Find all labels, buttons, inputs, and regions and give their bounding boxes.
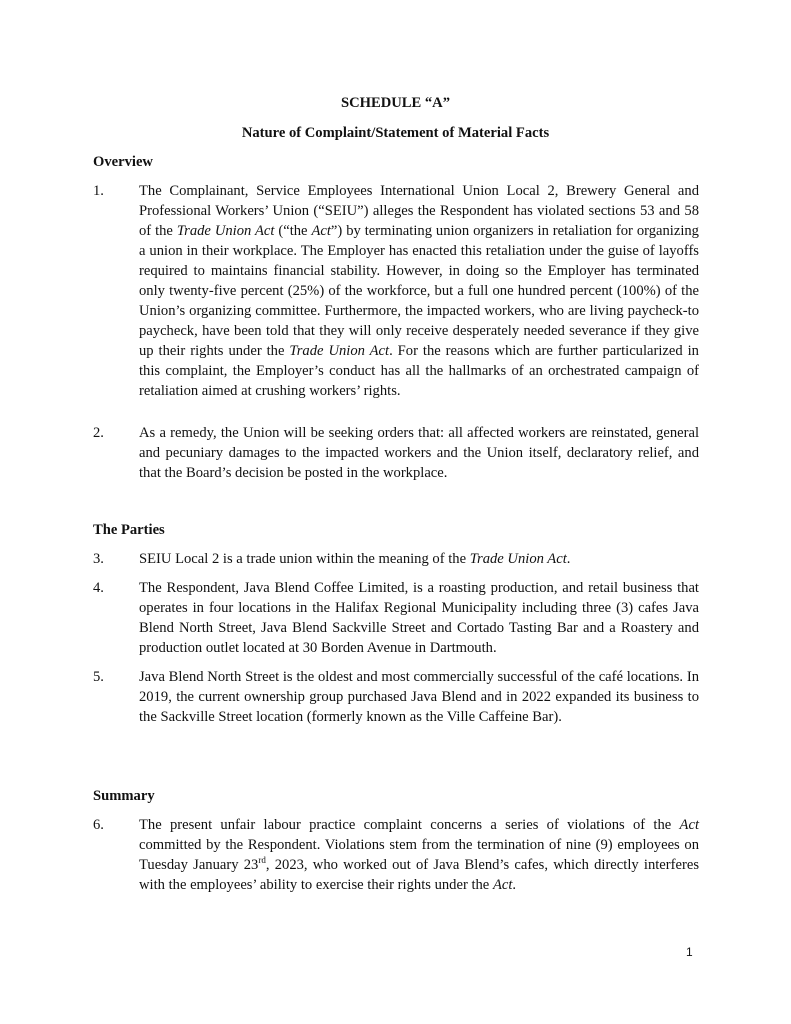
- paragraph-2: [93, 423, 699, 483]
- text-run: .: [512, 877, 517, 893]
- schedule-title: SCHEDULE “A”: [340, 95, 451, 111]
- text-run: SEIU Local 2 is a trade union within the meaning of the: [139, 551, 470, 567]
- paragraph-text: [139, 815, 699, 895]
- text-run: Java Blend North Street is the oldest and most commercially successful of the café locations. In 2019, the current ownership group purchased Java Blend and in 2022 expanded its business to the Sackville Street location (formerly known as the Ville Caffeine Bar).: [139, 669, 699, 725]
- italic-run: Act: [492, 877, 513, 893]
- text-run: ”) by terminating union organizers in retaliation for organizing a union in their workplace. The Employer has enacted this retaliation under the guise of layoffs required to maintains financial stability. However, in doing so the Employer has terminated only twenty-five percent (25%) of the workforce, but a full one hundred percent (100%) of the Union’s organizing committee. Furthermore, the impacted workers, who are living paycheck-to paycheck, have been told that they will only receive desperately needed severance if they give up their rights under the: [139, 223, 699, 359]
- text-run: . For the reasons which are further particularized in this complaint, the Employer’s conduct has all the hallmarks of an orchestrated campaign of retaliation aimed at crushing workers’ rights.: [139, 343, 699, 399]
- paragraph-text: [139, 667, 699, 727]
- paragraph-number: 1.: [93, 183, 104, 199]
- italic-run: Trade Union Act: [176, 223, 275, 239]
- section-heading-summary: Summary: [93, 788, 155, 804]
- paragraph-5: [93, 667, 699, 727]
- italic-run: Trade Union Act: [289, 343, 390, 359]
- paragraph-3: [93, 549, 699, 569]
- page-number: 1: [686, 945, 693, 959]
- paragraph-text: [139, 578, 699, 658]
- text-run: The present unfair labour practice complaint concerns a series of violations of the: [139, 817, 680, 833]
- superscript-run: rd: [258, 855, 266, 866]
- italic-run: Trade Union Act: [469, 551, 567, 567]
- paragraph-4: [93, 578, 699, 658]
- paragraph-number: 2.: [93, 425, 104, 441]
- paragraph-text: [139, 549, 699, 569]
- document-subtitle: Nature of Complaint/Statement of Material Facts: [241, 125, 550, 141]
- paragraph-number: 6.: [93, 817, 104, 833]
- paragraph-number: 3.: [93, 551, 104, 567]
- text-run: committed by the Respondent. Violations stem from the termination of nine (9) employees on Tuesday January 23: [139, 837, 699, 873]
- text-run: .: [566, 551, 571, 567]
- italic-run: Act: [679, 817, 699, 833]
- text-run: (“the: [274, 223, 312, 239]
- paragraph-text: [139, 181, 699, 401]
- section-heading-overview: Overview: [93, 154, 153, 170]
- paragraph-6: [93, 815, 699, 895]
- text-run: As a remedy, the Union will be seeking orders that: all affected workers are reinstated, general and pecuniary damages to the impacted workers and the Union itself, declaratory relief, and that the Board’s decision be posted in the workplace.: [139, 425, 699, 481]
- text-run: The Complainant, Service Employees International Union Local 2, Brewery General and Professional Workers’ Union (“SEIU”) alleges the Respondent has violated sections 53 and 58 of the: [139, 183, 699, 239]
- italic-run: Act: [311, 223, 331, 239]
- paragraph-number: 5.: [93, 669, 104, 685]
- paragraph-number: 4.: [93, 580, 104, 596]
- section-heading-parties: The Parties: [93, 522, 165, 538]
- paragraph-text: [139, 423, 699, 483]
- paragraph-1: [93, 181, 699, 401]
- text-run: The Respondent, Java Blend Coffee Limited, is a roasting production, and retail business that operates in four locations in the Halifax Regional Municipality including three (3) cafes Java Blend North Street, Java Blend Sackville Street and Cortado Tasting Bar and a Roastery and production outlet located at 30 Borden Avenue in Dartmouth.: [139, 580, 699, 656]
- text-run: , 2023, who worked out of Java Blend’s cafes, which directly interferes with the employees’ ability to exercise their rights under the: [139, 857, 699, 893]
